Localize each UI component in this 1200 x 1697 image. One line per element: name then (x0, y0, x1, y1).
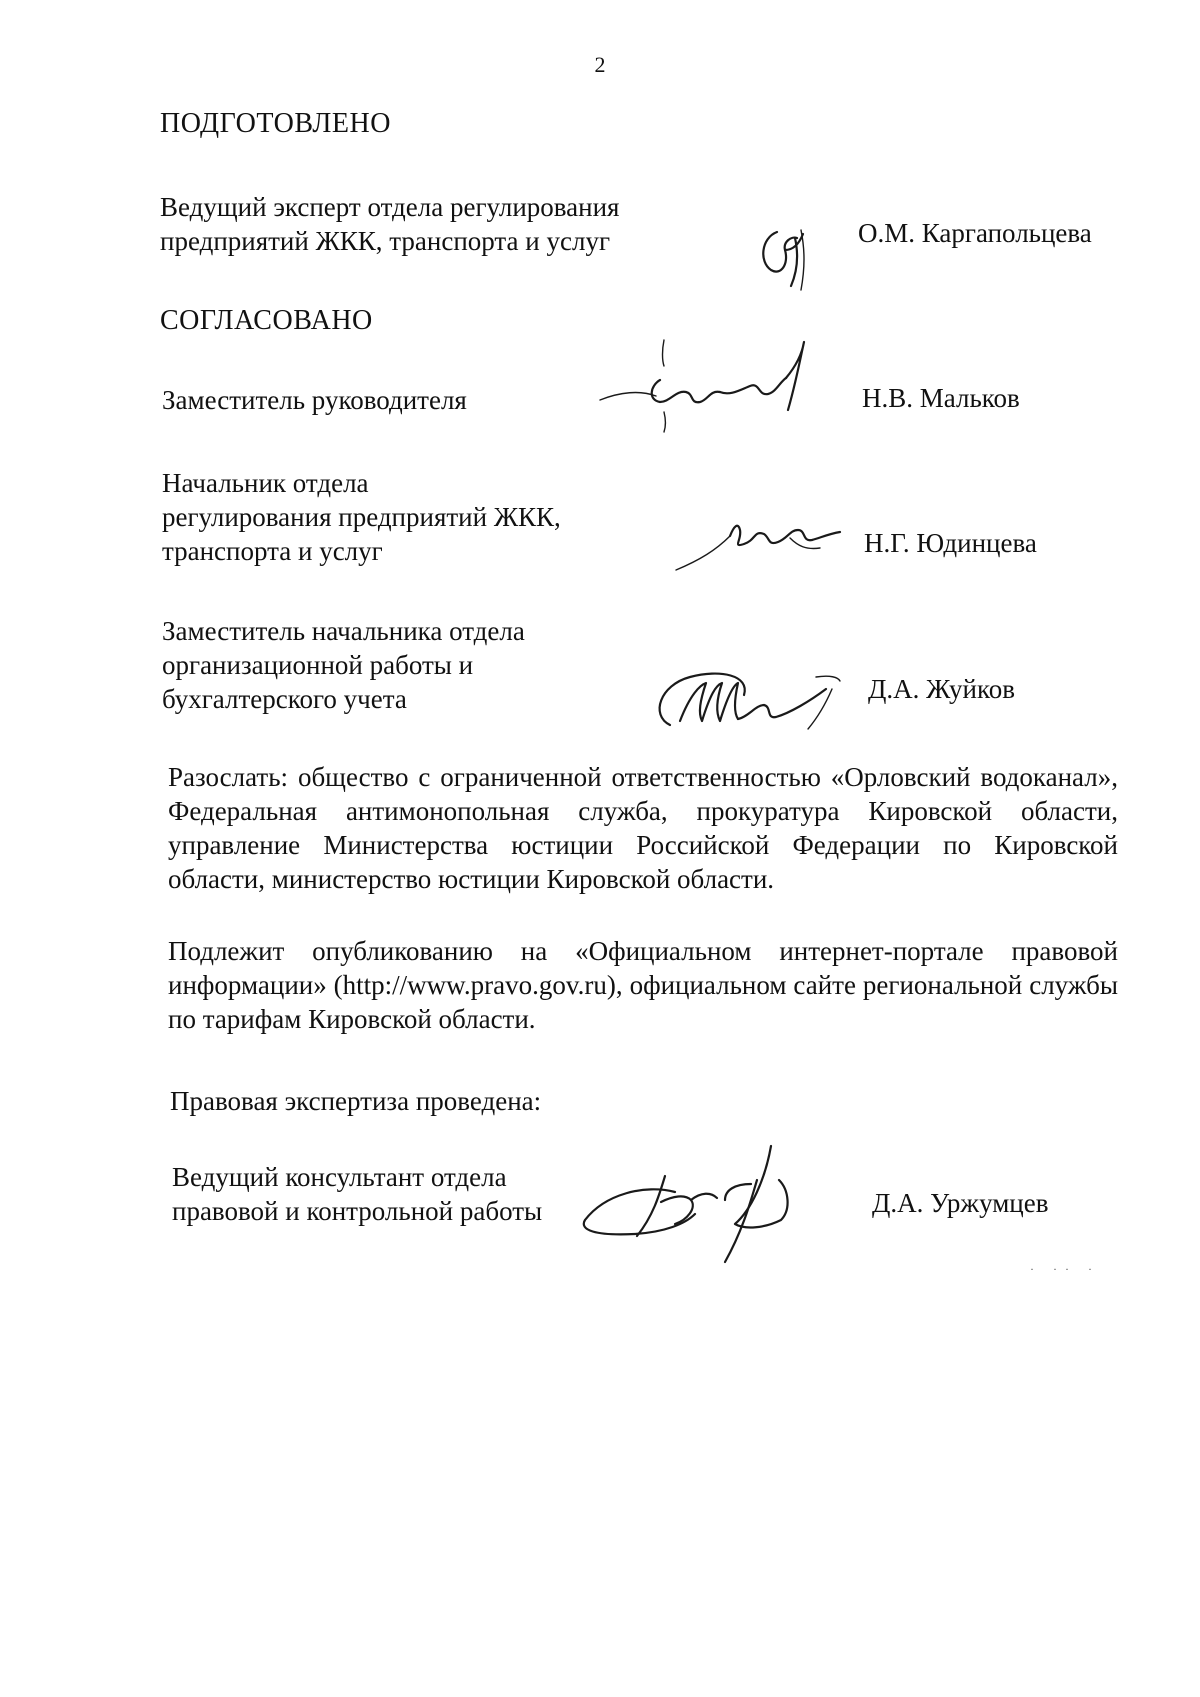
approved-name-2: Н.Г. Юдинцева (864, 528, 1037, 558)
position-line: правовой и контрольной работы (172, 1196, 543, 1226)
approved-position-1 (162, 383, 467, 417)
prepared-heading: ПОДГОТОВЛЕНО (160, 108, 391, 139)
scan-speckles: · ·· · (1030, 1262, 1100, 1276)
approved-name-1: Н.В. Мальков (862, 383, 1020, 413)
position-line: Начальник отдела (162, 468, 369, 498)
position-line: Заместитель начальника отдела (162, 616, 525, 646)
approved-position-3 (162, 614, 525, 716)
legal-review-heading: Правовая экспертиза проведена: (170, 1086, 542, 1116)
signature-kargapoltseva (755, 220, 825, 300)
signature-yudintseva (670, 500, 850, 580)
position-line: транспорта и услуг (162, 536, 383, 566)
position-line: Ведущий консультант отдела (172, 1162, 507, 1192)
prepared-name: О.М. Каргапольцева (858, 218, 1092, 248)
distribution-paragraph (168, 760, 1118, 896)
position-line: Заместитель руководителя (162, 385, 467, 415)
legal-review-name: Д.А. Уржумцев (872, 1188, 1049, 1218)
approved-heading: СОГЛАСОВАНО (160, 305, 373, 336)
publication-text: Подлежит опубликованию на «Официальном интернет-портале правовой информации» (http://www.pravo.gov.ru), официальном сайте региональной службы по тарифам Кировской области. (168, 936, 1118, 1034)
signature-urzhumtsev (575, 1140, 835, 1270)
page-number: 2 (594, 52, 606, 77)
signature-malkov (590, 320, 850, 440)
approved-name-3: Д.А. Жуйков (868, 674, 1015, 704)
prepared-position (160, 190, 619, 258)
signature-zhuykov (640, 655, 850, 745)
position-line: Ведущий эксперт отдела регулирования (160, 192, 620, 222)
position-line: бухгалтерского учета (162, 684, 407, 714)
approved-position-2 (162, 466, 561, 568)
legal-review-position (172, 1160, 542, 1228)
distribution-text: Разослать: общество с ограниченной ответственностью «Орловский водоканал», Федеральная антимонопольная служба, прокуратура Кировской области, управление Министерства юстиции Российской Федерации по Кировской области, министерство юстиции Кировской области. (168, 762, 1118, 894)
position-line: регулирования предприятий ЖКК, (162, 502, 561, 532)
publication-paragraph (168, 934, 1118, 1036)
position-line: организационной работы и (162, 650, 474, 680)
position-line: предприятий ЖКК, транспорта и услуг (160, 226, 611, 256)
